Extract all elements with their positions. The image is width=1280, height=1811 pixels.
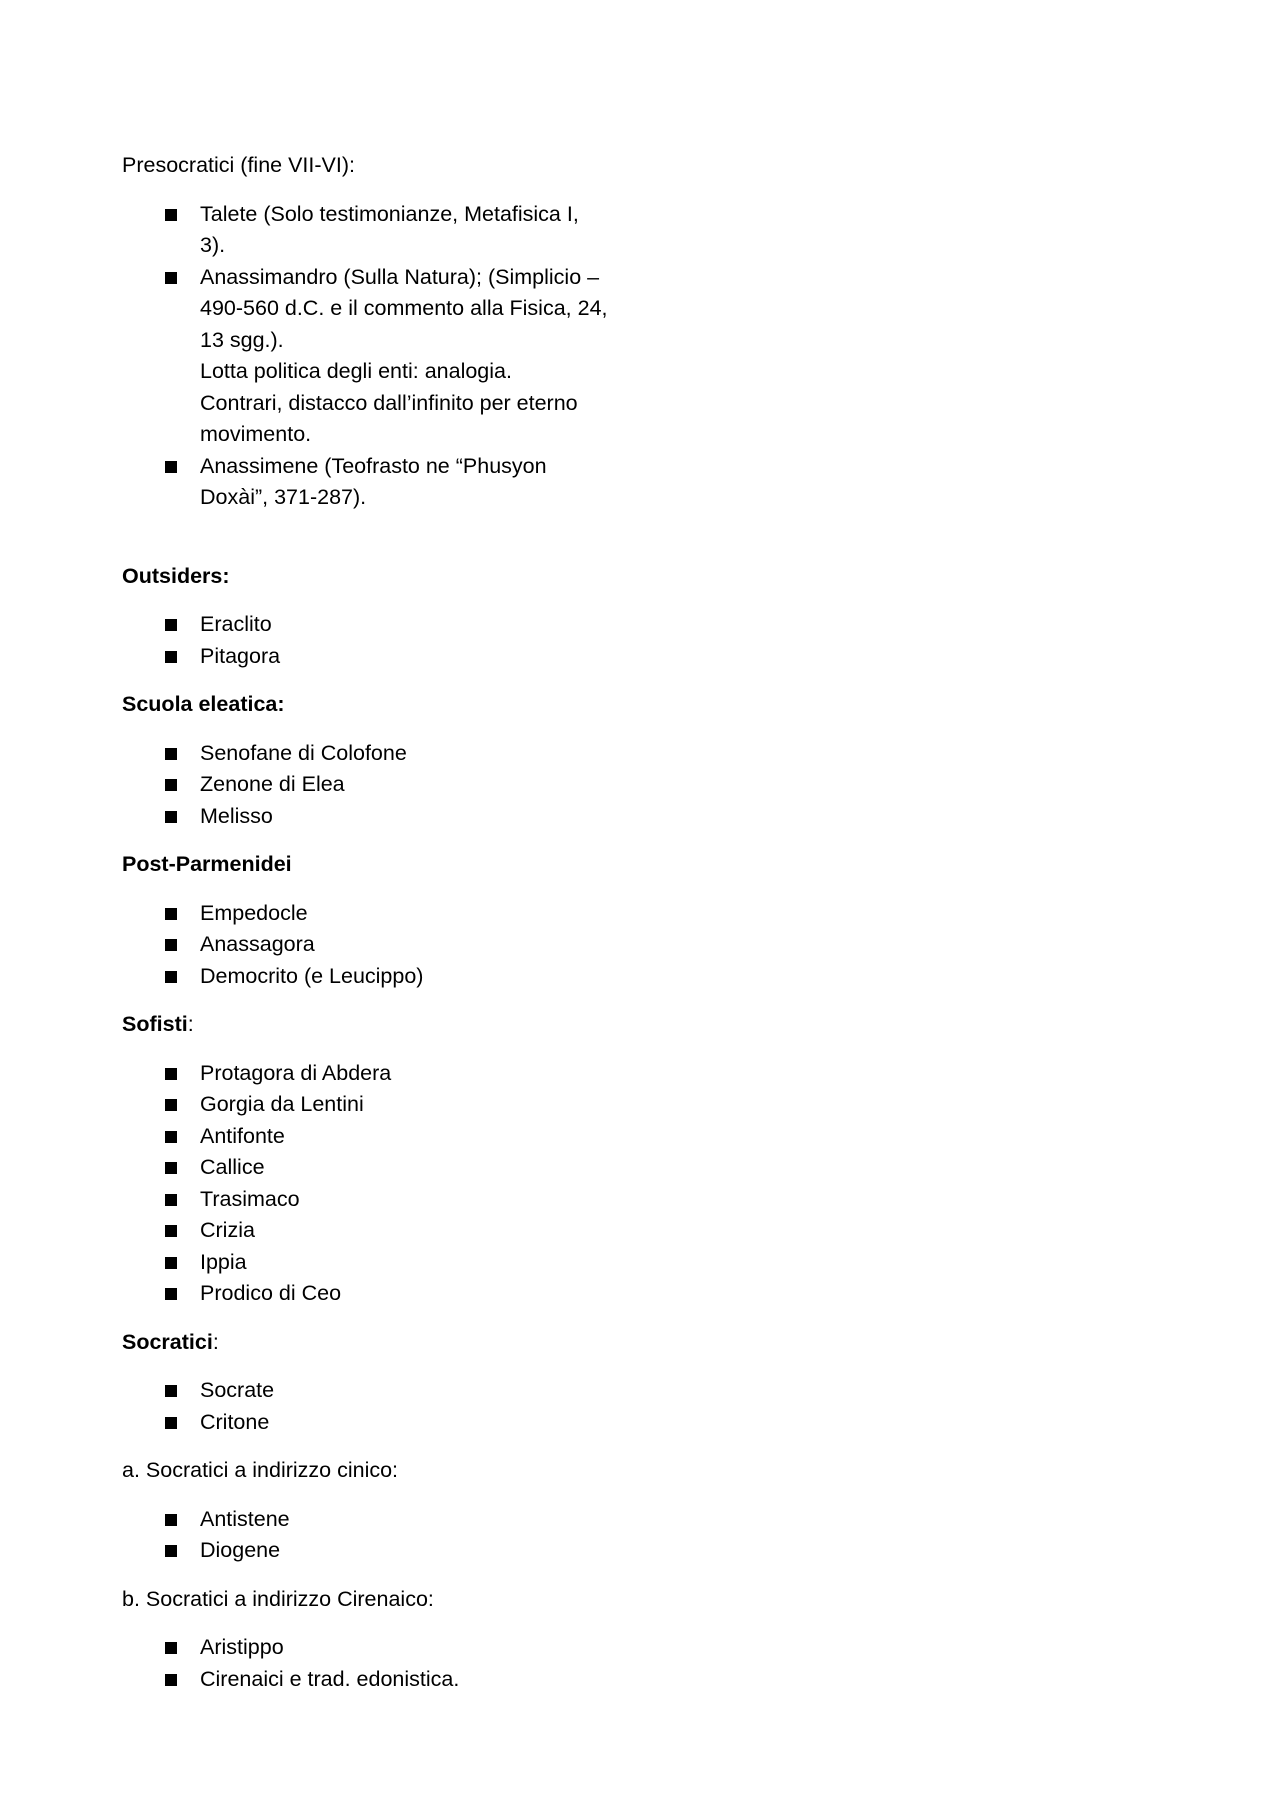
list-item-text: Anassimene (Teofrasto ne “Phusyon: [200, 453, 547, 478]
list-item-text: Diogene: [200, 1538, 281, 1562]
list-item-text: Melisso: [200, 803, 273, 828]
square-bullet-icon: [165, 1257, 177, 1269]
list-item-text: Doxài”, 371-287).: [200, 485, 367, 509]
list-item-text: Senofane di Colofone: [200, 740, 407, 765]
list-item: [122, 1152, 642, 1184]
square-bullet-icon: [165, 272, 177, 284]
list-item: [122, 1278, 642, 1310]
section-heading: [122, 150, 642, 182]
list-item-text: Eraclito: [200, 612, 272, 636]
square-bullet-icon: [165, 1545, 177, 1557]
list-item: [122, 898, 642, 930]
square-bullet-icon: [165, 779, 177, 791]
list-item-text: Talete (Solo testimonianze, Metafisica I,: [200, 201, 579, 226]
list-item: [122, 738, 642, 770]
square-bullet-icon: [165, 1674, 177, 1686]
section-heading-text: b. Socratici a indirizzo Cirenaico:: [122, 1586, 434, 1611]
list-item-text: Democrito (e Leucippo): [200, 963, 424, 988]
section-heading: [122, 561, 642, 593]
list-item: [122, 1407, 642, 1439]
list-item-text: Gorgia da Lentini: [200, 1092, 364, 1116]
square-bullet-icon: [165, 651, 177, 663]
list-item: [122, 801, 642, 833]
square-bullet-icon: [165, 461, 177, 473]
bullet-list: [122, 1375, 642, 1438]
square-bullet-icon: [165, 1225, 177, 1237]
section-spacer: [122, 531, 642, 561]
square-bullet-icon: [165, 811, 177, 823]
section-heading-suffix: :: [212, 1329, 219, 1354]
list-item: [122, 1632, 642, 1664]
list-item: [122, 1215, 642, 1247]
square-bullet-icon: [165, 1514, 177, 1526]
list-item-text: 490-560 d.C. e il commento alla Fisica, 24,: [200, 296, 608, 320]
list-item-text: Antifonte: [200, 1123, 285, 1148]
section-heading-bold: Sofisti: [122, 1012, 188, 1036]
bullet-list: [122, 1632, 642, 1695]
list-item: [122, 1504, 642, 1536]
section-heading: [122, 1327, 642, 1359]
square-bullet-icon: [165, 1642, 177, 1654]
square-bullet-icon: [165, 1194, 177, 1206]
list-item-text: Antistene: [200, 1506, 290, 1531]
list-item-text: Lotta politica degli enti: analogia.: [200, 359, 512, 383]
section-heading: [122, 1584, 642, 1616]
list-item: [122, 451, 642, 514]
list-item: [122, 1535, 642, 1567]
list-item-text: movimento.: [200, 422, 312, 446]
section-heading-text: Presocratici (fine VII-VI):: [122, 153, 355, 177]
square-bullet-icon: [165, 209, 177, 221]
section-heading-text: a. Socratici a indirizzo cinico:: [122, 1458, 399, 1482]
bullet-list: [122, 199, 642, 514]
square-bullet-icon: [165, 1385, 177, 1397]
list-item-text: Cirenaici e trad. edonistica.: [200, 1666, 460, 1691]
bullet-list: [122, 898, 642, 993]
list-item: [122, 1089, 642, 1121]
bullet-list: [122, 1058, 642, 1310]
section-heading-bold: Socratici: [122, 1329, 213, 1354]
square-bullet-icon: [165, 971, 177, 983]
square-bullet-icon: [165, 1162, 177, 1174]
list-item: [122, 1121, 642, 1153]
square-bullet-icon: [165, 908, 177, 920]
list-item-text: Anassimandro (Sulla Natura); (Simplicio –: [200, 264, 600, 289]
square-bullet-icon: [165, 748, 177, 760]
list-item: [122, 609, 642, 641]
list-item: [122, 769, 642, 801]
section-heading-bold: Outsiders:: [122, 563, 230, 588]
list-item-text: Critone: [200, 1409, 270, 1434]
list-item-text: Callice: [200, 1155, 265, 1179]
square-bullet-icon: [165, 1099, 177, 1111]
list-item: [122, 262, 642, 451]
list-item: [122, 929, 642, 961]
list-item: [122, 1375, 642, 1407]
square-bullet-icon: [165, 1417, 177, 1429]
section-heading-bold: Post-Parmenidei: [122, 852, 292, 876]
square-bullet-icon: [165, 939, 177, 951]
section-heading-suffix: :: [187, 1012, 194, 1036]
section-heading: [122, 689, 642, 721]
section-heading: [122, 849, 642, 881]
bullet-list: [122, 738, 642, 833]
square-bullet-icon: [165, 619, 177, 631]
list-item-text: Socrate: [200, 1378, 275, 1402]
list-item: [122, 961, 642, 993]
list-item-text: Trasimaco: [200, 1186, 300, 1211]
list-item-text: 13 sgg.).: [200, 327, 284, 352]
square-bullet-icon: [165, 1131, 177, 1143]
document-page: [122, 150, 642, 1712]
list-item-text: Contrari, distacco dall’infinito per eterno: [200, 390, 578, 415]
section-heading-bold: Scuola eleatica:: [122, 692, 285, 716]
list-item-text: Anassagora: [200, 932, 315, 956]
list-item-text: Crizia: [200, 1218, 255, 1242]
section-heading: [122, 1455, 642, 1487]
list-item-text: Empedocle: [200, 900, 308, 925]
list-item: [122, 1247, 642, 1279]
list-item-text: Pitagora: [200, 643, 281, 668]
section-heading: [122, 1009, 642, 1041]
bullet-list: [122, 1504, 642, 1567]
list-item: [122, 641, 642, 673]
list-item-text: Zenone di Elea: [200, 772, 345, 796]
list-item-text: Aristippo: [200, 1635, 284, 1659]
list-item: [122, 199, 642, 262]
list-item-text: Ippia: [200, 1249, 247, 1274]
list-item-text: Prodico di Ceo: [200, 1281, 342, 1305]
list-item-text: Protagora di Abdera: [200, 1060, 392, 1085]
square-bullet-icon: [165, 1288, 177, 1300]
list-item-text: 3).: [200, 233, 226, 257]
bullet-list: [122, 609, 642, 672]
list-item: [122, 1058, 642, 1090]
square-bullet-icon: [165, 1068, 177, 1080]
list-item: [122, 1664, 642, 1696]
list-item: [122, 1184, 642, 1216]
